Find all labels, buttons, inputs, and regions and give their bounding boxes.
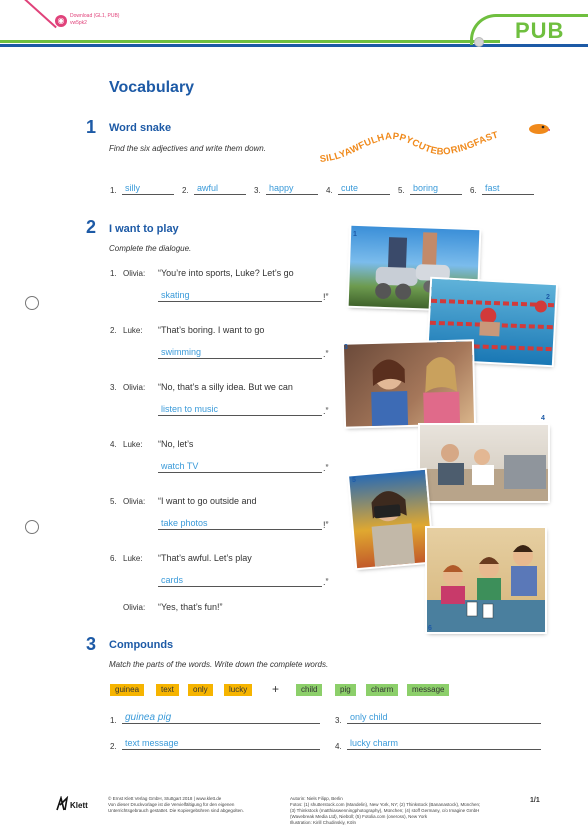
dialogue-line-1-speaker: Olivia: bbox=[123, 269, 146, 278]
credit-line-4: (Wavebreak Media Ltd), Niebüll; (5) Fotolia.com (oneross), New York bbox=[290, 814, 428, 819]
adjective-5-number: 5. bbox=[398, 186, 405, 195]
dialogue-line-3-end: .” bbox=[323, 406, 329, 416]
dialogue-line-6-answer[interactable]: cards bbox=[158, 575, 322, 587]
closing-line: “Yes, that’s fun!” bbox=[158, 602, 223, 612]
adjective-6-answer[interactable]: fast bbox=[482, 183, 534, 195]
dialogue-line-1-answer[interactable]: skating bbox=[158, 290, 322, 302]
section-3-title: Compounds bbox=[109, 639, 174, 651]
copyright-line-3: Unterrichtsgebrauch gestattet. Die Kopiergebühren sind abgegolten. bbox=[108, 808, 244, 813]
adjective-6-number: 6. bbox=[470, 186, 477, 195]
section-3-instruction: Match the parts of the words. Write down the complete words. bbox=[109, 660, 329, 669]
adjective-1-number: 1. bbox=[110, 186, 117, 195]
header-green-rule bbox=[0, 40, 500, 43]
section-2-number: 2 bbox=[86, 217, 97, 237]
photo-6-number: 6 bbox=[428, 625, 432, 632]
photo-watching-tv bbox=[420, 425, 548, 501]
tv-illustration bbox=[420, 425, 548, 501]
footer-credits bbox=[290, 796, 480, 826]
compound-4-number: 4. bbox=[335, 742, 342, 751]
compound-1-answer[interactable]: guinea pig bbox=[122, 712, 320, 724]
section-1-title: Word snake bbox=[109, 122, 172, 134]
dialogue-line-2-number: 2. bbox=[110, 326, 117, 335]
dialogue-line-5-speaker: Olivia: bbox=[123, 497, 146, 506]
plus-sign: + bbox=[272, 682, 280, 696]
photo-listening-music bbox=[344, 341, 474, 426]
photo-playing-cards bbox=[427, 528, 545, 632]
credit-line-2: Fotos: (1) shutterstock.com (Mandelin), New York, NY; (2) Thinkstock (Bananastock), München; bbox=[290, 802, 481, 807]
dialogue-line-3-speaker: Olivia: bbox=[123, 383, 146, 392]
dialogue-line-6-number: 6. bbox=[110, 554, 117, 563]
snake-head bbox=[529, 124, 550, 134]
snake-letters: SILLYAWFULHAPPYCUTEBORINGFAST bbox=[319, 129, 500, 166]
photo-4-number: 4 bbox=[541, 415, 545, 422]
photo-1-number: 1 bbox=[353, 231, 357, 238]
friends-illustration bbox=[344, 341, 474, 426]
adjective-3-answer[interactable]: happy bbox=[266, 183, 318, 195]
credit-line-3: (3) Thinkstock (matthiaswenningphotography), München; (4) stoff Germany, c/o Imagine GmbH bbox=[290, 808, 480, 813]
dialogue-line-4-number: 4. bbox=[110, 440, 117, 449]
word-chip-message: message bbox=[407, 684, 449, 696]
dialogue-line-1-text: “You’re into sports, Luke? Let’s go bbox=[158, 268, 294, 278]
dialogue-line-5-text: “I want to go outside and bbox=[158, 496, 257, 506]
dialogue-line-3-number: 3. bbox=[110, 383, 117, 392]
section-1-number: 1 bbox=[86, 117, 97, 137]
copyright-line-1: © Ernst Klett Verlag GmbH, Stuttgart 2018 | www.klett.de bbox=[108, 796, 222, 801]
word-chip-child: child bbox=[296, 684, 322, 696]
download-label: Download (GL1, PUB) bbox=[70, 13, 120, 19]
page-number: 1/1 bbox=[530, 797, 540, 804]
photo-2-number: 2 bbox=[546, 294, 550, 301]
credit-line-5: Illustration: Kirill Chudinskiy, Köln bbox=[290, 820, 356, 825]
adjective-1-answer[interactable]: silly bbox=[122, 183, 174, 195]
adjective-2-number: 2. bbox=[182, 186, 189, 195]
dialogue-line-2-speaker: Luke: bbox=[123, 326, 143, 335]
dialogue-line-2-text: “That’s boring. I want to go bbox=[158, 325, 265, 335]
word-chip-guinea: guinea bbox=[110, 684, 144, 696]
word-chip-only: only bbox=[188, 684, 213, 696]
compound-3-number: 3. bbox=[335, 716, 342, 725]
dialogue-line-3-answer[interactable]: listen to music bbox=[158, 404, 322, 416]
section-2-title: I want to play bbox=[109, 223, 179, 235]
adjective-4-answer[interactable]: cute bbox=[338, 183, 390, 195]
word-chip-pig: pig bbox=[335, 684, 356, 696]
punch-hole-top bbox=[25, 296, 39, 310]
header-knob bbox=[474, 37, 484, 47]
dialogue-line-4-end: .” bbox=[323, 463, 329, 473]
photo-5-number: 5 bbox=[352, 477, 356, 484]
adjective-3-number: 3. bbox=[254, 186, 261, 195]
svg-text:SILLYAWFULHAPPYCUTEBORINGFAST bbox=[319, 130, 499, 166]
closing-speaker: Olivia: bbox=[123, 603, 146, 612]
camera-girl-illustration bbox=[349, 470, 433, 568]
compound-3-answer[interactable]: only child bbox=[347, 712, 541, 724]
section-1-instruction: Find the six adjectives and write them down. bbox=[109, 144, 266, 153]
klett-logo bbox=[55, 796, 91, 812]
card-players-illustration bbox=[427, 528, 545, 632]
globe-icon: ◉ bbox=[55, 15, 67, 27]
adjective-5-answer[interactable]: boring bbox=[410, 183, 462, 195]
corner-decoration-line bbox=[18, 0, 56, 28]
dialogue-line-2-answer[interactable]: swimming bbox=[158, 347, 322, 359]
dialogue-line-5-end: !” bbox=[323, 520, 329, 530]
photo-taking-photos bbox=[349, 470, 433, 568]
download-info bbox=[70, 13, 119, 27]
dialogue-line-3-text: “No, that’s a silly idea. But we can bbox=[158, 382, 293, 392]
credit-line-1: Autorin: Niels Filipp, Berlin bbox=[290, 796, 343, 801]
word-chip-text: text bbox=[156, 684, 179, 696]
adjective-4-number: 4. bbox=[326, 186, 333, 195]
dialogue-line-6-speaker: Luke: bbox=[123, 554, 143, 563]
download-code: vw5pk2 bbox=[70, 20, 87, 26]
compound-1-number: 1. bbox=[110, 716, 117, 725]
dialogue-line-6-end: .” bbox=[323, 577, 329, 587]
dialogue-line-4-speaker: Luke: bbox=[123, 440, 143, 449]
dialogue-line-1-number: 1. bbox=[110, 269, 117, 278]
dialogue-line-2-end: .” bbox=[323, 349, 329, 359]
compound-2-answer[interactable]: text message bbox=[122, 738, 320, 750]
compound-4-answer[interactable]: lucky charm bbox=[347, 738, 541, 750]
copyright-line-2: Von dieser Druckvorlage ist die Vervielfältigung für den eigenen bbox=[108, 802, 235, 807]
dialogue-line-5-answer[interactable]: take photos bbox=[158, 518, 322, 530]
word-snake bbox=[318, 118, 550, 170]
dialogue-line-4-answer[interactable]: watch TV bbox=[158, 461, 322, 473]
dialogue-line-4-text: “No, let’s bbox=[158, 439, 194, 449]
page-title: Vocabulary bbox=[109, 79, 195, 96]
section-2-instruction: Complete the dialogue. bbox=[109, 244, 192, 253]
word-chip-charm: charm bbox=[366, 684, 398, 696]
word-chip-lucky: lucky bbox=[224, 684, 252, 696]
badge-pub: PUB bbox=[515, 18, 565, 43]
footer-copyright bbox=[108, 796, 244, 814]
punch-hole-bottom bbox=[25, 520, 39, 534]
dialogue-line-1-end: !” bbox=[323, 292, 329, 302]
photo-3-number: 3 bbox=[344, 344, 348, 351]
section-3-number: 3 bbox=[86, 634, 97, 654]
adjective-2-answer[interactable]: awful bbox=[194, 183, 246, 195]
compound-2-number: 2. bbox=[110, 742, 117, 751]
dialogue-line-5-number: 5. bbox=[110, 497, 117, 506]
dialogue-line-6-text: “That’s awful. Let’s play bbox=[158, 553, 252, 563]
svg-text:Klett: Klett bbox=[70, 801, 88, 810]
